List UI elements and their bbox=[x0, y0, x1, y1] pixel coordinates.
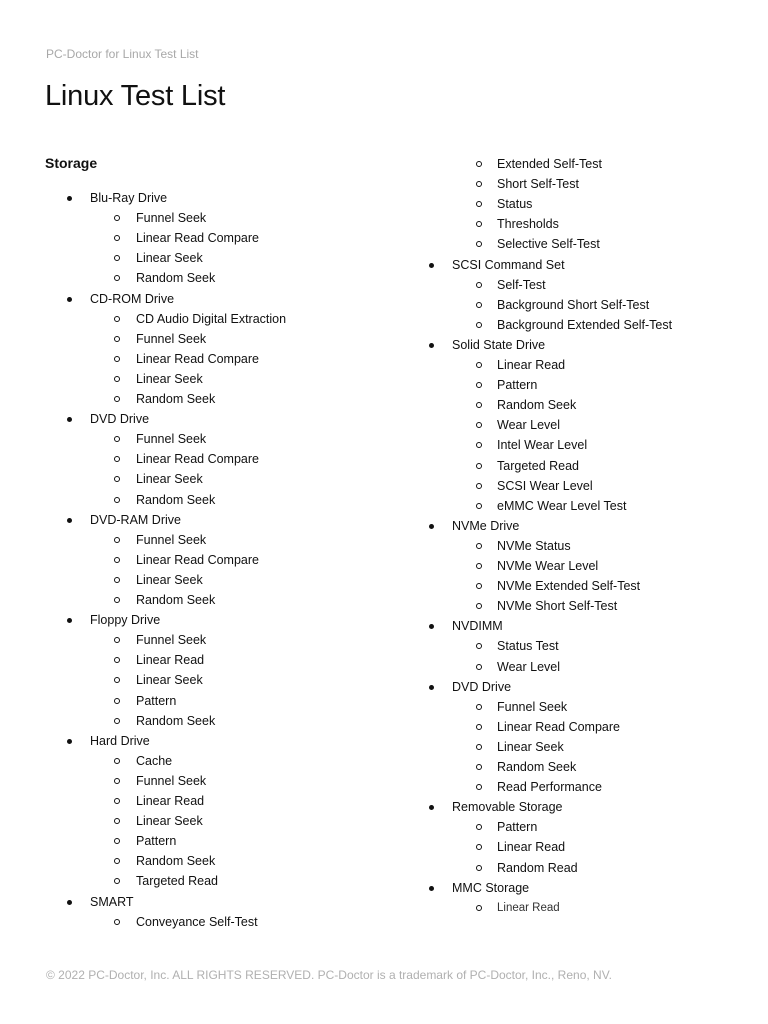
test-label: Linear Seek bbox=[497, 739, 564, 754]
test-label: Short Self-Test bbox=[497, 177, 579, 192]
hollow-circle-bullet-icon bbox=[114, 637, 120, 643]
hollow-circle-bullet-icon bbox=[476, 643, 482, 649]
hollow-circle-bullet-icon bbox=[476, 704, 482, 710]
hollow-circle-bullet-icon bbox=[114, 798, 120, 804]
hollow-circle-bullet-icon bbox=[476, 221, 482, 227]
bullet-icon bbox=[67, 739, 72, 744]
test-label: Linear Seek bbox=[136, 673, 203, 688]
hollow-circle-bullet-icon bbox=[114, 818, 120, 824]
drive-label: Removable Storage bbox=[452, 800, 563, 815]
drive-label: Floppy Drive bbox=[90, 613, 161, 628]
test-label: Linear Read Compare bbox=[136, 452, 259, 467]
drive-label: NVDIMM bbox=[452, 619, 503, 634]
test-label: Pattern bbox=[136, 693, 177, 708]
hollow-circle-bullet-icon bbox=[114, 557, 120, 563]
test-label: Funnel Seek bbox=[136, 432, 207, 447]
test-label: Linear Seek bbox=[136, 371, 203, 386]
hollow-circle-bullet-icon bbox=[114, 497, 120, 503]
test-label: Random Seek bbox=[136, 392, 216, 406]
hollow-circle-bullet-icon bbox=[114, 235, 120, 241]
hollow-circle-bullet-icon bbox=[476, 402, 482, 408]
test-label: Targeted Read bbox=[497, 458, 580, 473]
hollow-circle-bullet-icon bbox=[114, 919, 120, 925]
drive-label: CD-ROM Drive bbox=[90, 291, 175, 306]
test-label: Linear Read Compare bbox=[136, 231, 259, 246]
test-label: Funnel Seek bbox=[136, 532, 207, 547]
test-label: Random Read bbox=[497, 860, 578, 875]
hollow-circle-bullet-icon bbox=[114, 577, 120, 583]
hollow-circle-bullet-icon bbox=[114, 657, 120, 663]
bullet-icon bbox=[429, 805, 434, 810]
hollow-circle-bullet-icon bbox=[114, 336, 120, 342]
hollow-circle-bullet-icon bbox=[114, 316, 120, 322]
drive-label: SMART bbox=[90, 894, 134, 909]
test-label: Linear Read Compare bbox=[497, 719, 620, 734]
hollow-circle-bullet-icon bbox=[114, 396, 120, 402]
test-label: Linear Seek bbox=[136, 472, 203, 487]
drive-label: DVD-RAM Drive bbox=[90, 512, 181, 527]
test-label: Linear Read bbox=[497, 901, 560, 914]
test-label: NVMe Wear Level bbox=[497, 559, 599, 573]
drive-label: DVD Drive bbox=[90, 412, 150, 427]
hollow-circle-bullet-icon bbox=[114, 275, 120, 281]
test-label: Pattern bbox=[136, 834, 177, 849]
hollow-circle-bullet-icon bbox=[476, 382, 482, 388]
hollow-circle-bullet-icon bbox=[114, 838, 120, 844]
hollow-circle-bullet-icon bbox=[476, 563, 482, 569]
hollow-circle-bullet-icon bbox=[114, 677, 120, 683]
hollow-circle-bullet-icon bbox=[114, 778, 120, 784]
hollow-circle-bullet-icon bbox=[476, 362, 482, 368]
bullet-icon bbox=[67, 297, 72, 302]
hollow-circle-bullet-icon bbox=[114, 376, 120, 382]
test-label: Self-Test bbox=[497, 277, 546, 292]
bullet-icon bbox=[67, 196, 72, 201]
hollow-circle-bullet-icon bbox=[114, 878, 120, 884]
hollow-circle-bullet-icon bbox=[114, 255, 120, 261]
test-label: Linear Seek bbox=[136, 572, 203, 587]
test-label: Selective Self-Test bbox=[497, 237, 600, 252]
hollow-circle-bullet-icon bbox=[114, 758, 120, 764]
test-label: Read Performance bbox=[497, 780, 602, 795]
drive-label: Hard Drive bbox=[90, 733, 150, 748]
test-label: Wear Level bbox=[497, 659, 560, 674]
hollow-circle-bullet-icon bbox=[476, 824, 482, 830]
test-label: Funnel Seek bbox=[136, 773, 207, 788]
bullet-icon bbox=[67, 417, 72, 422]
test-label: CD Audio Digital Extraction bbox=[136, 311, 287, 326]
test-label: Background Short Self-Test bbox=[497, 297, 650, 312]
hollow-circle-bullet-icon bbox=[114, 476, 120, 482]
test-label: NVMe Short Self-Test bbox=[497, 599, 618, 614]
test-label: Background Extended Self-Test bbox=[497, 317, 673, 332]
test-label: Random Seek bbox=[136, 271, 216, 286]
test-label: eMMC Wear Level Test bbox=[497, 498, 627, 513]
test-label: Random Seek bbox=[497, 760, 577, 774]
test-label: Pattern bbox=[497, 820, 538, 835]
drive-label: Solid State Drive bbox=[452, 337, 546, 352]
hollow-circle-bullet-icon bbox=[476, 784, 482, 790]
hollow-circle-bullet-icon bbox=[476, 764, 482, 770]
test-label: Linear Seek bbox=[136, 251, 203, 266]
hollow-circle-bullet-icon bbox=[114, 456, 120, 462]
hollow-circle-bullet-icon bbox=[476, 241, 482, 247]
bullet-icon bbox=[429, 343, 434, 348]
hollow-circle-bullet-icon bbox=[476, 302, 482, 308]
page-title: Linux Test List bbox=[45, 80, 226, 112]
test-label: Funnel Seek bbox=[136, 211, 207, 226]
hollow-circle-bullet-icon bbox=[476, 543, 482, 549]
test-label: Cache bbox=[136, 753, 173, 768]
test-label: Funnel Seek bbox=[136, 331, 207, 346]
test-label: Funnel Seek bbox=[497, 699, 568, 714]
bullet-icon bbox=[429, 886, 434, 891]
hollow-circle-bullet-icon bbox=[476, 905, 482, 911]
test-label: SCSI Wear Level bbox=[497, 478, 593, 493]
hollow-circle-bullet-icon bbox=[476, 503, 482, 509]
test-label: NVMe Extended Self-Test bbox=[497, 579, 641, 594]
hollow-circle-bullet-icon bbox=[114, 356, 120, 362]
hollow-circle-bullet-icon bbox=[476, 583, 482, 589]
hollow-circle-bullet-icon bbox=[476, 201, 482, 207]
test-label: Linear Read bbox=[497, 840, 566, 855]
hollow-circle-bullet-icon bbox=[114, 718, 120, 724]
drive-label: SCSI Command Set bbox=[452, 257, 565, 272]
test-label: Linear Read bbox=[136, 653, 205, 668]
bullet-icon bbox=[429, 524, 434, 529]
hollow-circle-bullet-icon bbox=[476, 463, 482, 469]
section-heading-storage: Storage bbox=[45, 155, 98, 171]
hollow-circle-bullet-icon bbox=[476, 483, 482, 489]
hollow-circle-bullet-icon bbox=[114, 698, 120, 704]
drive-label: MMC Storage bbox=[452, 880, 530, 895]
bullet-icon bbox=[429, 685, 434, 690]
hollow-circle-bullet-icon bbox=[476, 724, 482, 730]
test-label: Random Seek bbox=[497, 398, 577, 413]
bullet-icon bbox=[429, 263, 434, 268]
drive-label: NVMe Drive bbox=[452, 518, 520, 533]
hollow-circle-bullet-icon bbox=[476, 603, 482, 609]
test-label: Conveyance Self-Test bbox=[136, 914, 258, 929]
copyright-footer: © 2022 PC-Doctor, Inc. ALL RIGHTS RESERVED. PC-Doctor is a trademark of PC-Doctor, Inc., Reno, NV. bbox=[46, 968, 612, 982]
hollow-circle-bullet-icon bbox=[476, 181, 482, 187]
test-label: Random Seek bbox=[136, 492, 216, 507]
test-label: Random Seek bbox=[136, 593, 216, 607]
hollow-circle-bullet-icon bbox=[476, 161, 482, 167]
hollow-circle-bullet-icon bbox=[476, 322, 482, 328]
test-label: Intel Wear Level bbox=[497, 438, 588, 453]
hollow-circle-bullet-icon bbox=[114, 597, 120, 603]
test-label: Pattern bbox=[497, 378, 538, 393]
test-label: Linear Read bbox=[136, 794, 205, 808]
test-label: NVMe Status bbox=[497, 538, 571, 553]
test-label: Targeted Read bbox=[136, 874, 219, 889]
bullet-icon bbox=[67, 518, 72, 523]
running-header: PC-Doctor for Linux Test List bbox=[46, 47, 199, 61]
test-label: Linear Read Compare bbox=[136, 552, 259, 567]
hollow-circle-bullet-icon bbox=[114, 537, 120, 543]
test-label: Status Test bbox=[497, 639, 559, 654]
test-label: Funnel Seek bbox=[136, 633, 207, 648]
hollow-circle-bullet-icon bbox=[476, 442, 482, 448]
test-label: Extended Self-Test bbox=[497, 157, 602, 171]
test-label: Status bbox=[497, 197, 533, 212]
hollow-circle-bullet-icon bbox=[476, 844, 482, 850]
hollow-circle-bullet-icon bbox=[114, 858, 120, 864]
test-label: Linear Seek bbox=[136, 814, 203, 829]
test-label: Random Seek bbox=[136, 713, 216, 728]
test-label: Linear Read bbox=[497, 358, 566, 372]
bullet-icon bbox=[67, 618, 72, 623]
test-label: Wear Level bbox=[497, 418, 560, 433]
hollow-circle-bullet-icon bbox=[476, 422, 482, 428]
test-label: Linear Read Compare bbox=[136, 351, 259, 366]
drive-label: DVD Drive bbox=[452, 679, 512, 694]
hollow-circle-bullet-icon bbox=[476, 744, 482, 750]
test-label: Random Seek bbox=[136, 854, 216, 869]
hollow-circle-bullet-icon bbox=[114, 215, 120, 221]
bullet-icon bbox=[67, 900, 72, 905]
drive-label: Blu-Ray Drive bbox=[90, 191, 168, 205]
hollow-circle-bullet-icon bbox=[476, 865, 482, 871]
hollow-circle-bullet-icon bbox=[476, 664, 482, 670]
hollow-circle-bullet-icon bbox=[476, 282, 482, 288]
test-label: Thresholds bbox=[497, 217, 559, 232]
bullet-icon bbox=[429, 624, 434, 629]
hollow-circle-bullet-icon bbox=[114, 436, 120, 442]
